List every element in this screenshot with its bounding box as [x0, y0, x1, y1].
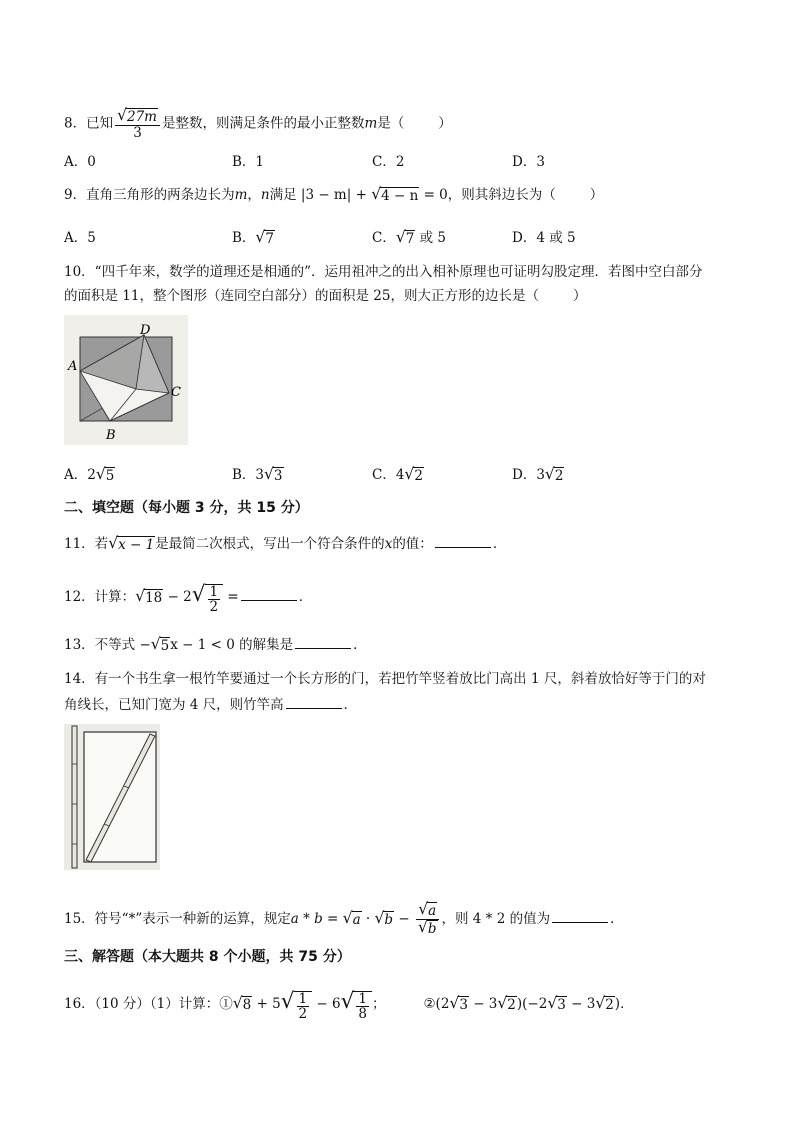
q11: 11．若 √ x − 1 是最简二次根式，写出一个符合条件的x的值： ． — [64, 534, 507, 553]
q8-option-a: A．0 — [64, 154, 96, 170]
q13-answer-blank[interactable] — [295, 634, 351, 649]
q14-line1: 14．有一个书生拿一根竹竿要通过一个长方形的门，若把竹竿竖着放比门高出 1 尺，斜着放恰好等于门的对 — [64, 671, 706, 687]
q11-answer-blank[interactable] — [435, 533, 491, 548]
q8-stem: 8．已知 √ 27m 3 是整数，则满足条件的最小正整数m是（ ） — [64, 106, 452, 142]
q8-option-c: C．2 — [372, 154, 405, 170]
q14-answer-blank[interactable] — [286, 694, 342, 709]
q10-label-b: B — [106, 428, 116, 443]
q10-option-d: D．3 √ 2 — [512, 465, 564, 484]
q10-option-b: B．3 √ 3 — [232, 465, 283, 484]
q9-stem: 9．直角三角形的两条边长为m，n满足 |3 − m| + √ 4 − n = 0，则其斜边长为（ ） — [64, 185, 604, 204]
q8-option-d: D．3 — [512, 154, 545, 170]
q9-option-a: A．5 — [64, 230, 96, 246]
q14-figure — [64, 724, 160, 870]
q8-fraction: √ 27m 3 — [115, 108, 160, 140]
q10-option-c: C．4 √ 2 — [372, 465, 423, 484]
q12-answer-blank[interactable] — [241, 586, 297, 601]
q15: 15．符号“*”表示一种新的运算，规定a * b = √ a · √ b − √ a √ b ，则 4 * 2 的值为 ． — [64, 900, 624, 938]
q13: 13．不等式 − √ 5 x − 1 < 0 的解集是 ． — [64, 635, 367, 654]
q10-line1: 10．“四千年来，数学的道理还是相通的”．运用祖冲之的出入相补原理也可证明勾股定理．若图中空白部分 — [64, 264, 703, 280]
q8-option-b: B．1 — [232, 154, 265, 170]
q10-label-a: A — [68, 359, 78, 374]
q16: 16．（10 分）（1）计算：① √ 8 + 5 √ $\frac{1}{2}$ − 6 √ $\frac{1}{8}$ ； ②(2 √ 3 − 3 √ 2 )(−2 √ 3 − 3 √ 2 )． — [64, 989, 634, 1023]
q9-sqrt: √ 4 − n — [371, 185, 419, 204]
q14-line2: 角线长，已知门宽为 4 尺，则竹竿高 ． — [64, 694, 357, 715]
q15-answer-blank[interactable] — [552, 908, 608, 923]
q10-label-c: C — [171, 385, 181, 400]
section-2-heading: 二、填空题（每小题 3 分，共 15 分） — [64, 500, 309, 516]
q9-option-d: D．4 或 5 — [512, 230, 576, 246]
q8-number: 8．已知 — [64, 115, 114, 132]
q10-line2: 的面积是 11，整个图形（连同空白部分）的面积是 25，则大正方形的边长是（ ） — [64, 288, 587, 304]
q9-option-c: C． √ 7 或 5 — [372, 228, 447, 247]
q10-label-d: D — [140, 323, 151, 338]
q10-figure — [64, 315, 188, 445]
q12: 12．计算： √ 18 − 2 √ $\frac{1}{2}$ = ． — [64, 582, 313, 616]
q9-option-b: B． √ 7 — [232, 228, 274, 247]
q10-option-a: A．2 √ 5 — [64, 465, 115, 484]
section-3-heading: 三、解答题（本大题共 8 个小题，共 75 分） — [64, 949, 351, 965]
